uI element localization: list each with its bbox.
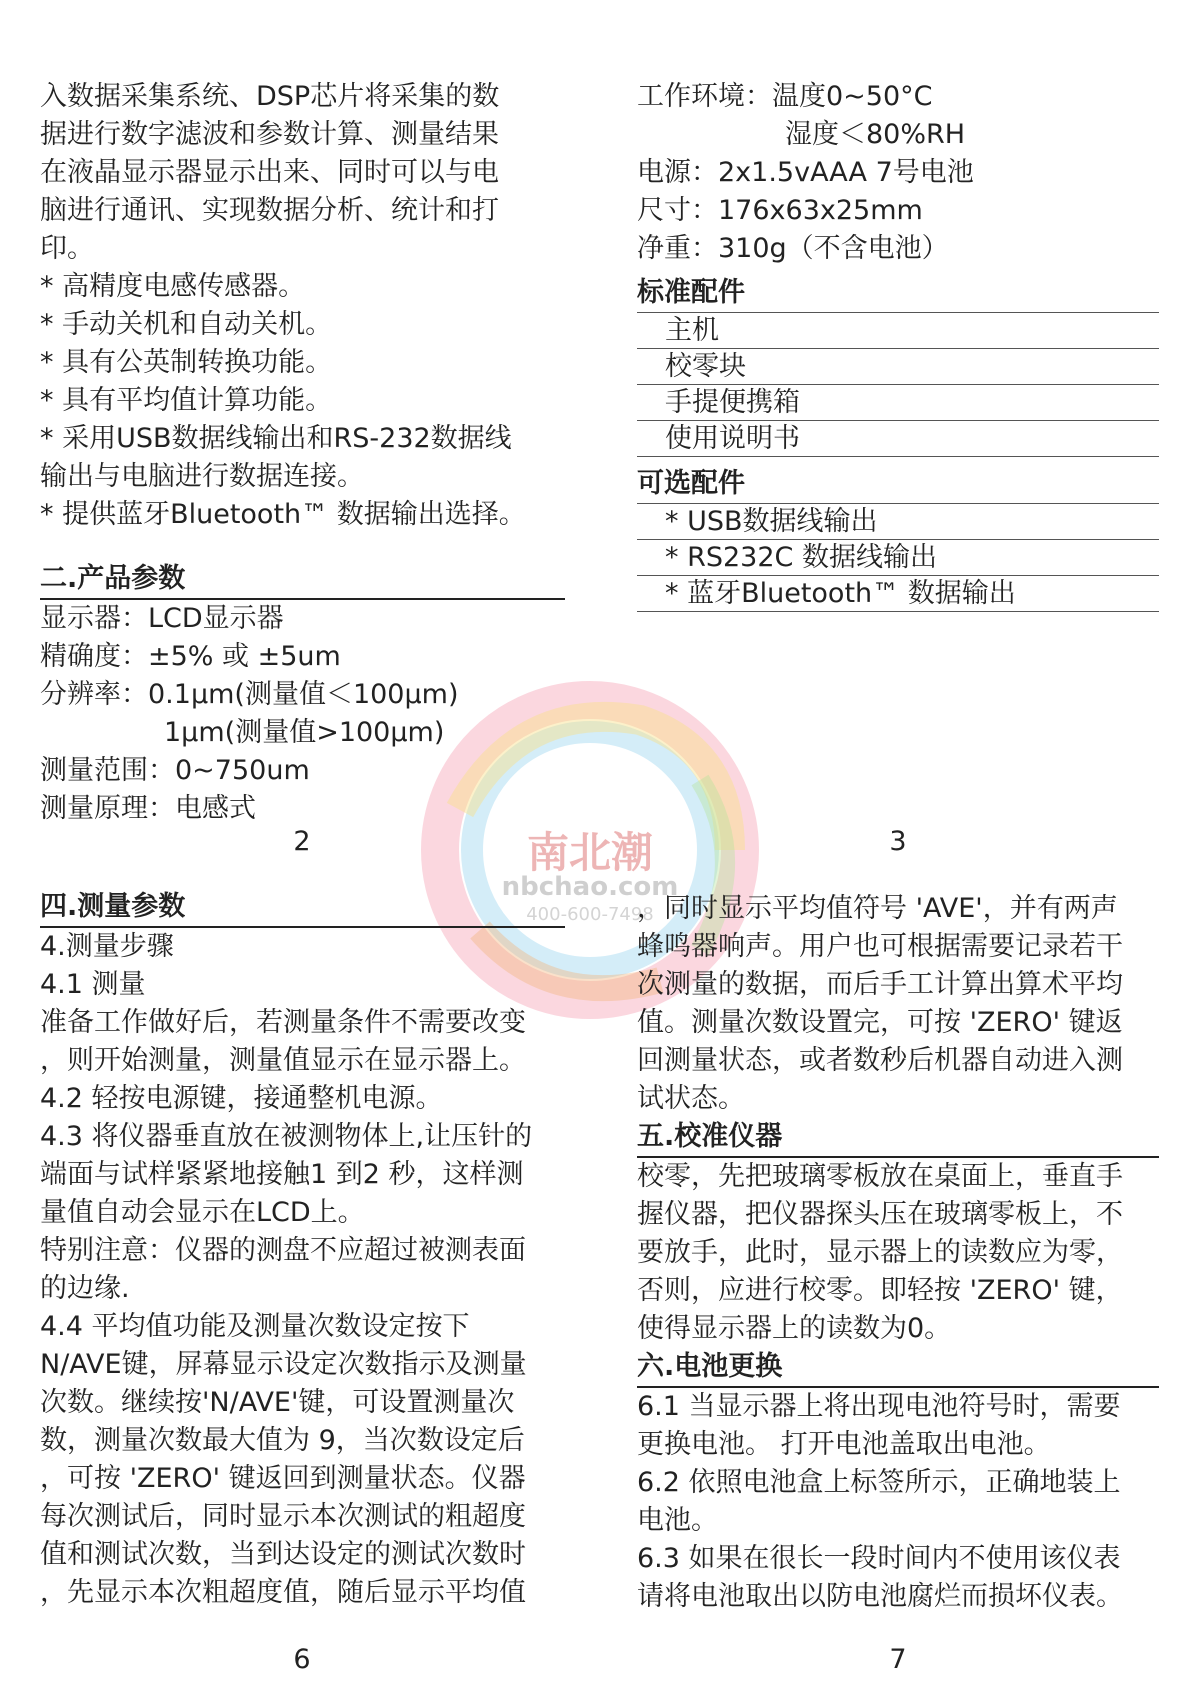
watermark-phone: 400-600-7498 bbox=[526, 904, 654, 925]
section-heading: 二.产品参数 bbox=[40, 560, 565, 600]
text-line: 回测量状态，或者数秒后机器自动进入测 bbox=[637, 1045, 1123, 1076]
text-line: 4.2 轻按电源键，接通整机电源。 bbox=[40, 1083, 443, 1114]
feature-item: * 具有公英制转换功能。 bbox=[40, 347, 333, 378]
text-line: 值和测试次数，当到达设定的测试次数时 bbox=[40, 1539, 526, 1570]
text-line: 端面与试样紧紧地接触1 到2 秒，这样测 bbox=[40, 1159, 524, 1190]
list-item: * USB数据线输出 bbox=[637, 503, 1159, 539]
page-3 bbox=[637, 78, 1159, 612]
text-line: 电池。 bbox=[637, 1505, 718, 1536]
feature-item: * 采用USB数据线输出和RS-232数据线 bbox=[40, 423, 512, 454]
text-line: 准备工作做好后，若测量条件不需要改变 bbox=[40, 1007, 526, 1038]
text-line: 4.1 测量 bbox=[40, 969, 146, 1000]
param-line: 显示器：LCD显示器 bbox=[40, 603, 284, 634]
text-line: ，先显示本次粗超度值，随后显示平均值 bbox=[40, 1577, 526, 1608]
text-line: 次测量的数据，而后手工计算出算术平均 bbox=[637, 969, 1123, 1000]
text-line: 的边缘. bbox=[40, 1273, 130, 1304]
list-item: * 蓝牙Bluetooth™ 数据输出 bbox=[637, 575, 1159, 612]
spec-line-continued: 湿度＜80%RH bbox=[785, 119, 966, 150]
page-number: 2 bbox=[293, 826, 311, 857]
text-line: 入数据采集系统、DSP芯片将采集的数 bbox=[40, 81, 500, 112]
page-6 bbox=[40, 888, 565, 1612]
param-line: 精确度：±5% 或 ±5um bbox=[40, 641, 341, 672]
text-line: 要放手，此时，显示器上的读数应为零， bbox=[637, 1237, 1123, 1268]
feature-item: * 高精度电感传感器。 bbox=[40, 271, 306, 302]
text-line: 4.测量步骤 bbox=[40, 931, 174, 962]
section-heading: 六.电池更换 bbox=[637, 1348, 1159, 1388]
text-line: 4.3 将仪器垂直放在被测物体上,让压针的 bbox=[40, 1121, 533, 1152]
section-heading: 标准配件 bbox=[637, 277, 745, 308]
page2-intro bbox=[40, 78, 565, 534]
spec-line: 尺寸：176x63x25mm bbox=[637, 195, 923, 226]
list-item: * RS232C 数据线输出 bbox=[637, 539, 1159, 575]
text-line: 6.1 当显示器上将出现电池符号时，需要 bbox=[637, 1391, 1121, 1422]
watermark-site: nbchao.com bbox=[501, 872, 679, 902]
text-line: 校零，先把玻璃零板放在桌面上，垂直手 bbox=[637, 1161, 1123, 1192]
page-number: 7 bbox=[889, 1644, 907, 1675]
param-line: 分辨率：0.1μm(测量值＜100μm) bbox=[40, 679, 459, 710]
list-item: 使用说明书 bbox=[637, 420, 1159, 457]
spec-line: 净重：310g（不含电池） bbox=[637, 233, 949, 264]
page-number: 3 bbox=[889, 826, 907, 857]
feature-item: * 手动关机和自动关机。 bbox=[40, 309, 333, 340]
text-line: 请将电池取出以防电池腐烂而损坏仪表。 bbox=[637, 1581, 1123, 1612]
standard-accessories-list bbox=[637, 312, 1159, 457]
param-line: 测量原理：电感式 bbox=[40, 793, 256, 824]
text-line: 6.3 如果在很长一段时间内不使用该仪表 bbox=[637, 1543, 1121, 1574]
text-line: ，同时显示平均值符号 'AVE'，并有两声 bbox=[637, 893, 1118, 924]
page-2 bbox=[40, 78, 565, 828]
text-line: 特别注意：仪器的测盘不应超过被测表面 bbox=[40, 1235, 526, 1266]
text-line: 据进行数字滤波和参数计算、测量结果 bbox=[40, 119, 499, 150]
param-line-continued: 1μm(测量值>100μm) bbox=[164, 717, 445, 748]
text-line: 印。 bbox=[40, 233, 94, 264]
text-line: 4.4 平均值功能及测量次数设定按下 bbox=[40, 1311, 470, 1342]
optional-accessories-list bbox=[637, 503, 1159, 612]
page-number: 6 bbox=[293, 1644, 311, 1675]
text-line: 握仪器，把仪器探头压在玻璃零板上，不 bbox=[637, 1199, 1123, 1230]
param-line: 测量范围：0~750um bbox=[40, 755, 310, 786]
text-line: 值。测量次数设置完，可按 'ZERO' 键返 bbox=[637, 1007, 1123, 1038]
text-line: 使得显示器上的读数为0。 bbox=[637, 1313, 952, 1344]
list-item: 校零块 bbox=[637, 348, 1159, 384]
text-line: ，则开始测量，测量值显示在显示器上。 bbox=[40, 1045, 526, 1076]
list-item: 手提便携箱 bbox=[637, 384, 1159, 420]
text-line: 量值自动会显示在LCD上。 bbox=[40, 1197, 365, 1228]
text-line: 在液晶显示器显示出来、同时可以与电 bbox=[40, 157, 499, 188]
page-7 bbox=[637, 890, 1159, 1616]
text-line: 脑进行通讯、实现数据分析、统计和打 bbox=[40, 195, 499, 226]
spec-line: 电源：2x1.5vAAA 7号电池 bbox=[637, 157, 974, 188]
feature-item: * 提供蓝牙Bluetooth™ 数据输出选择。 bbox=[40, 499, 526, 530]
text-line: 否则，应进行校零。即轻按 'ZERO' 键， bbox=[637, 1275, 1123, 1306]
text-line: 蜂鸣器响声。用户也可根据需要记录若干 bbox=[637, 931, 1123, 962]
watermark-brand: 南北潮 bbox=[526, 828, 653, 877]
text-line: N/AVE键，屏幕显示设定次数指示及测量 bbox=[40, 1349, 527, 1380]
text-line: 输出与电脑进行数据连接。 bbox=[40, 461, 364, 492]
section-heading: 四.测量参数 bbox=[40, 888, 565, 928]
text-line: ，可按 'ZERO' 键返回到测量状态。仪器 bbox=[40, 1463, 526, 1494]
section-heading: 可选配件 bbox=[637, 468, 745, 499]
text-line: 试状态。 bbox=[637, 1083, 745, 1114]
feature-item: * 具有平均值计算功能。 bbox=[40, 385, 333, 416]
text-line: 更换电池。 打开电池盖取出电池。 bbox=[637, 1429, 1051, 1460]
text-line: 次数。继续按'N/AVE'键，可设置测量次 bbox=[40, 1387, 515, 1418]
text-line: 每次测试后，同时显示本次测试的粗超度 bbox=[40, 1501, 526, 1532]
section-heading: 五.校准仪器 bbox=[637, 1118, 1159, 1158]
text-line: 6.2 依照电池盒上标签所示，正确地装上 bbox=[637, 1467, 1121, 1498]
spec-line: 工作环境：温度0~50°C bbox=[637, 81, 933, 112]
text-line: 数，测量次数最大值为 9，当次数设定后 bbox=[40, 1425, 525, 1456]
list-item: 主机 bbox=[637, 312, 1159, 348]
